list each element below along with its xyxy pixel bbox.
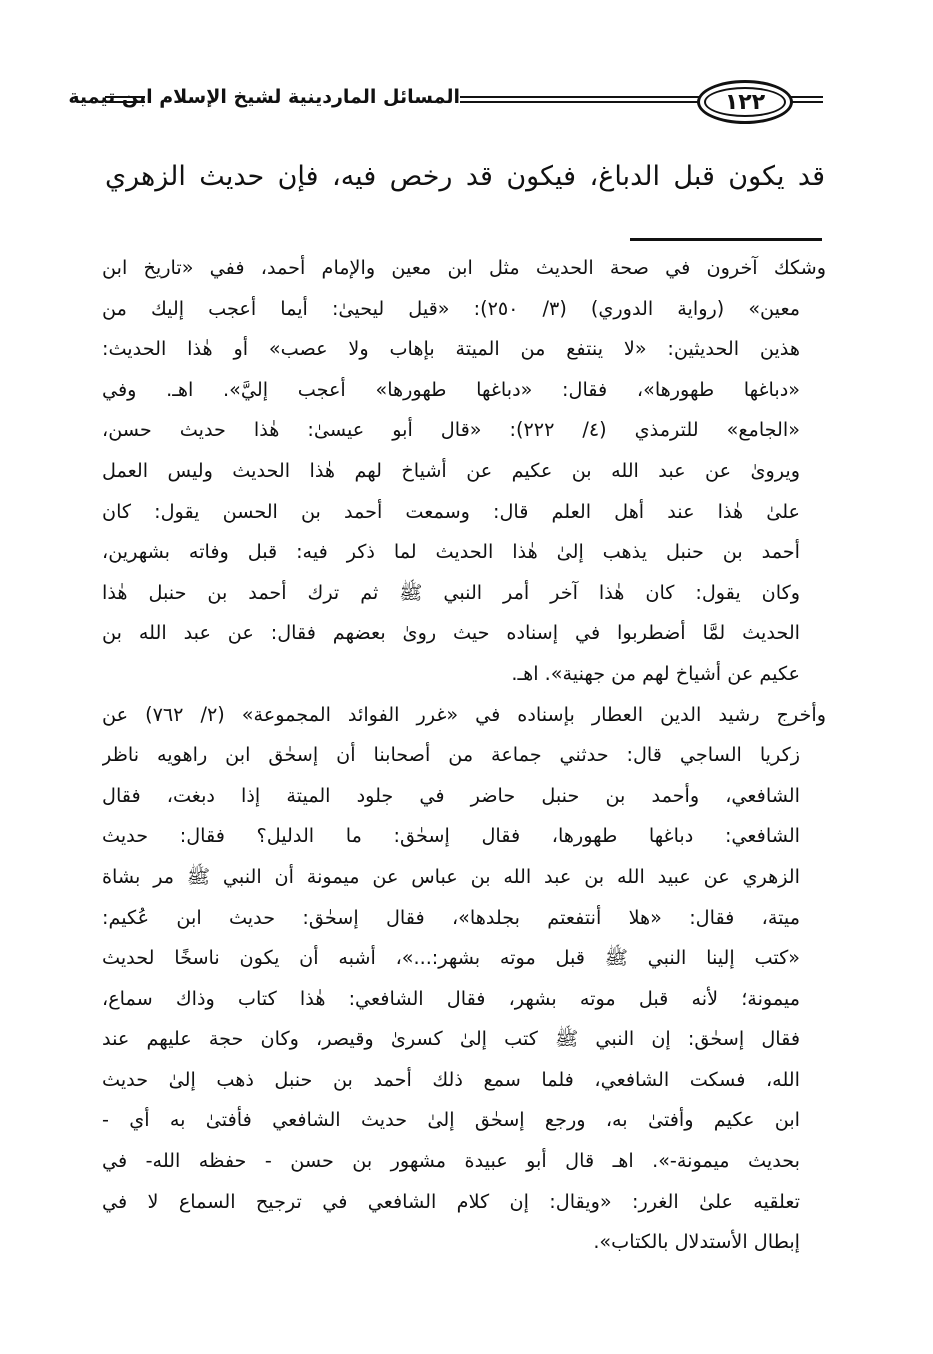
footnote-line: وكان يقول: كان هٰذا آخر أمر النبي ﷺ ثم ترك أحمد بن حنبل هٰذا [102, 580, 800, 604]
footnote-line: الشافعي، وأحمد بن حنبل حاضر في جلود الميتة إذا دبغت، فقال [102, 783, 800, 807]
footnote-separator [630, 238, 822, 241]
footnote-line: وأخرج رشيد الدين العطار بإسناده في «غرر الفوائد المجموعة» (٢/ ٧٦٢) عن [102, 702, 826, 726]
footnote-line: وشكك آخرون في صحة الحديث مثل ابن معين والإمام أحمد، ففي «تاريخ ابن [102, 256, 826, 279]
footnote-line: زكريا الساجي قال: حدثني جماعة من أصحابنا أن إسحٰق ابن راهويه ناظر [102, 743, 800, 767]
footnote-line: ويروىٰ عن عبد الله بن عكيم عن أشياخ لهم هٰذا الحديث وليس العمل [102, 458, 800, 482]
footnote-line: الزهري عن عبيد الله بن عبد الله بن عباس عن ميمونة أن النبي ﷺ مر بشاة [102, 864, 800, 888]
header-rule-right [791, 96, 823, 103]
footnote-line: «كتب إلينا النبي ﷺ قبل موته بشهر:...»، أشبه أن يكون ناسخًا لحديث [102, 946, 800, 970]
footnote-line: «الجامع» للترمذي (٤/ ٢٢٢): «قال أبو عيسىٰ: هٰذا حديث حسن، [102, 418, 800, 442]
footnote-line: عكيم عن أشياخ لهم من جهنية». اهـ. [511, 661, 800, 685]
page-header [68, 72, 823, 132]
footnote-line: هذين الحديثين: «لا ينتفع من الميتة بإهاب ولا عصب» أو هٰذا الحديث: [102, 337, 800, 361]
header-rule-middle [460, 96, 700, 103]
running-title: المسائل الماردينية لشيخ الإسلام ابن تيمية [68, 86, 460, 108]
footnote-line: أحمد بن حنبل يذهب إلىٰ هٰذا الحديث لما ذكر فيه: قبل وفاته بشهرين، [102, 540, 800, 564]
footnote-line: علىٰ هٰذا عند أهل العلم قال: وسمعت أحمد بن الحسن يقول: كان [102, 499, 800, 523]
footnote-line: الشافعي: دباغها طهورها، فقال إسحٰق: ما الدليل؟ فقال: حديث [102, 824, 800, 848]
footnote-line: ميتة، فقال: «هلا أنتفعتم بجلدها»، فقال إسحٰق: حديث ابن عُكيم: [102, 905, 800, 929]
footnote-line: بحديث ميمونة-». اهـ قال أبو عبيدة مشهور بن حسن - حفظه الله- في [102, 1149, 800, 1173]
page-number-badge [697, 80, 793, 124]
page-number: ١٢٢ [704, 87, 786, 117]
footnote-line: تعلقيه علىٰ الغرر: «ويقال: إن كلام الشافعي في ترجيح السماع لا في [102, 1189, 800, 1213]
footnotes-block [102, 248, 826, 1263]
main-text-line: قد يكون قبل الدباغ، فيكون قد رخص فيه، فإن حديث الزهري [105, 161, 825, 192]
footnote-line: معين» (رواية الدوري) (٣/ ٢٥٠): «قيل ليحيىٰ: أيما أعجب إليك من [102, 296, 800, 320]
footnote-line: ميمونة؛ لأنه قبل موته بشهر، فقال الشافعي: هٰذا كتاب وذاك سماع، [102, 986, 800, 1010]
footnote-line: إبطال الأستدلال بالكتاب». [593, 1230, 800, 1254]
footnote-line: ابن عكيم وأفتىٰ به، ورجع إسحٰق إلىٰ حديث الشافعي فأفتىٰ به أي - [102, 1108, 800, 1132]
footnote-line: «دباغها طهورها»، فقال: «دباغها طهورها» أعجب إليَّ». اهـ. وفي [102, 377, 800, 401]
footnote-line: الله، فسكت الشافعي، فلما سمع ذلك أحمد بن حنبل ذهب إلىٰ حديث [102, 1067, 800, 1091]
footnote-line: فقال إسحٰق: إن النبي ﷺ كتب إلىٰ كسرىٰ وقيصر، وكان حجة عليهم عند [102, 1027, 800, 1051]
footnote-line: الحديث لمَّا أضطربوا في إسناده حيث روىٰ بعضهم فقال: عن عبد الله بن [102, 621, 800, 645]
